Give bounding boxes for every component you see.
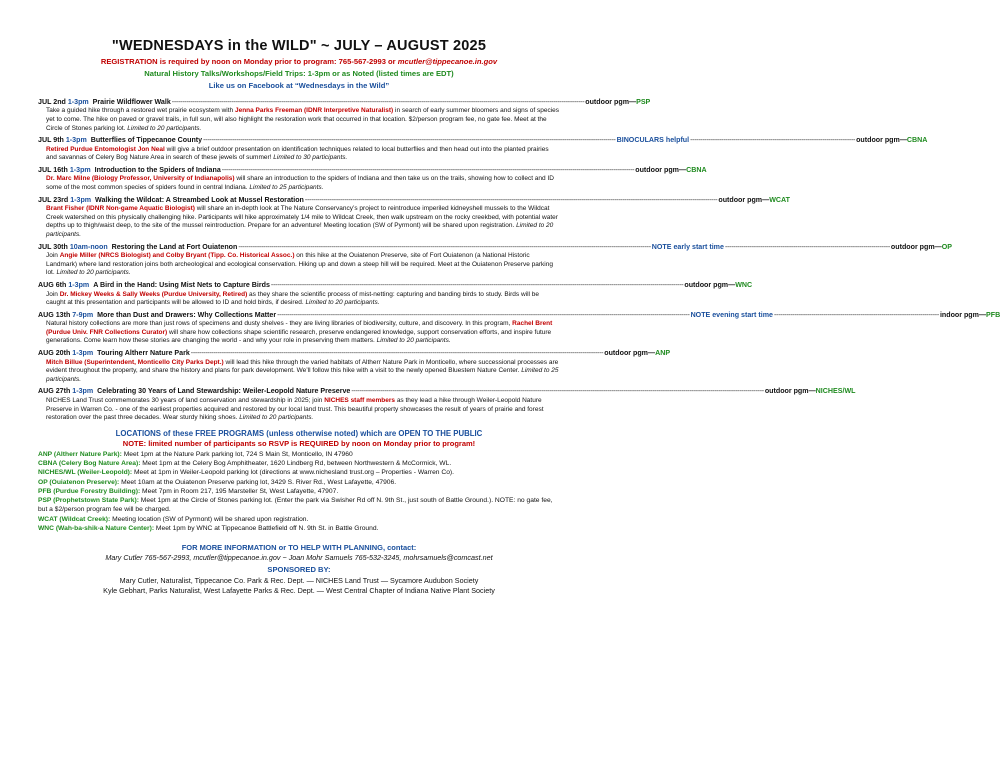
locations-list [38, 450, 560, 533]
events-list [38, 98, 1000, 423]
subtitle: Natural History Talks/Workshops/Field Trips: 1-3pm or as Noted (listed times are EDT) [144, 69, 454, 78]
event-header [38, 242, 952, 252]
sponsors [38, 576, 560, 595]
event-kind: outdoor pgm— [764, 387, 816, 396]
registration-email[interactable]: mcutler@tippecanoe.in.gov [397, 57, 498, 66]
leader-dashes: -------------------------------------------------------------------------------------------------------------------------------------------------------------------------------------------------------- [238, 242, 651, 251]
event-time: 1-3pm [63, 136, 89, 145]
leader-dashes: -------------------------------------------------------------------------------------------------------------------------------------------------------------------------------------------------------- [270, 281, 684, 290]
location-text: Meeting location (SW of Pyrmont) will be shared upon registration. [110, 515, 309, 523]
event-kind: indoor pgm— [939, 310, 987, 319]
event-title: A Bird in the Hand: Using Mist Nets to Capture Birds [91, 281, 270, 290]
event-kind: outdoor pgm— [604, 349, 656, 358]
registration-text: REGISTRATION is required by noon on Monday prior to program: 765-567-2993 or [100, 57, 398, 66]
leader-dashes: -------------------------------------------------------------------------------------------------------------------------------------------------------------------------------------------------------- [304, 195, 718, 204]
event-title: Butterflies of Tippecanoe County [88, 136, 203, 145]
event-header [38, 98, 651, 107]
location-key: WCAT (Wildcat Creek): [38, 515, 111, 523]
event-date: AUG 27th [38, 387, 71, 396]
event-site: ANP [655, 349, 671, 358]
event-body: will share an in-depth look at The Nature Conservancy’s project to reintroduce imperiled kidneyshell mussels to the Wildcat Creek watershed on this physically challenging hike. Participants will hike approximately 1/4 mile to Wildcat Creek, then walk upstream on the rocky creekbed, with potential water depths up to thigh/waist deep, to the site of the mussel reintroduction. Prepare for an adventure! Meeting location (SW of Pyrmont) will be shared upon registration. [46, 205, 558, 230]
event-body: in search of early summer bloomers and signs of species yet to come. The hike on paved or gravel trails, in full sun, will also highlight the restoration work that occurred in that location. $2/person program fee, no gate fee. Meet at the Circle of Stones parking lot. [46, 107, 560, 132]
event-site: NICHES/WL [815, 387, 856, 396]
event-limit: Limited to 20 participants. [305, 299, 380, 307]
location-item [38, 468, 560, 477]
leader-dashes: -------------------------------------------------------------------------------------------------------------------------------------------------------------------------------------------------------- [277, 310, 690, 319]
location-text: Meet 10am at the Ouiatenon Preserve parking lot, 3429 S. River Rd., West Lafayette, 47906. [119, 478, 397, 486]
event-leader: Dr. Mickey Weeks & Sally Weeks (Purdue University, Retired) [59, 290, 248, 298]
event-limit: Limited to 25 participants. [46, 367, 559, 383]
event-leader: NICHES staff members [324, 396, 396, 404]
event-leader: Jenna Parks Freeman (IDNR Interpretive Naturalist) [234, 107, 394, 115]
event-note: BINOCULARS helpful [616, 136, 690, 145]
event-site: PFB [986, 310, 1000, 319]
event-header [38, 349, 671, 358]
event-kind: outdoor pgm— [718, 195, 770, 204]
event-item [38, 387, 856, 422]
event-leader: Mitch Billue (Superintendent, Monticello City Parks Dept.) [46, 358, 224, 366]
leader-dashes: -------------------------------------------------------------------------------- [724, 242, 890, 251]
event-date: AUG 13th [38, 310, 71, 319]
event-time: 10am-noon [67, 242, 110, 251]
event-title: Prairie Wildflower Walk [90, 98, 171, 106]
location-text: Meet 1pm at the Nature Park parking lot, 724 S Main St, Monticello, IN 47960 [121, 450, 353, 458]
event-time: 1-3pm [68, 195, 94, 204]
event-date: JUL 16th [38, 166, 68, 175]
location-item [38, 496, 560, 515]
event-site: PSP [636, 98, 651, 106]
location-key: CBNA (Celery Bog Nature Area): [38, 460, 141, 468]
location-item [38, 515, 560, 524]
event-body-pre: Join [46, 252, 60, 260]
location-item [38, 459, 560, 468]
event-limit: Limited to 20 participants. [46, 222, 554, 239]
event-description [38, 107, 560, 133]
event-kind: outdoor pgm— [684, 281, 736, 290]
event-note: NOTE early start time [651, 242, 724, 251]
event-time: 1-3pm [70, 349, 96, 358]
leader-dashes: -------------------------------------------------------------------------------------------------------------------------------------------------------------------------------------------------------- [203, 136, 616, 145]
event-site: OP [941, 242, 952, 251]
event-title: More than Dust and Drawers: Why Collections Matter [95, 310, 277, 319]
location-text: Meet at 1pm in Weiler-Leopold parking lot (directions at www.nichesland trust.org – Properties - Warren Co). [132, 469, 455, 477]
event-site: CBNA [906, 136, 928, 145]
locations-note: NOTE: limited number of participants so RSVP is REQUIRED by noon on Monday prior to program! [122, 438, 476, 448]
event-description [38, 359, 560, 385]
event-site: WNC [735, 281, 753, 290]
event-body: as they share the scientific process of mist-netting: capturing and banding birds to study. Birds will be caught at this presentation and participants will be allowed to ID and hold birds, if desired. [46, 290, 540, 307]
event-title: Restoring the Land at Fort Ouiatenon [109, 242, 238, 251]
location-key: ANP (Altherr Nature Park): [38, 450, 122, 458]
event-date: AUG 6th [38, 281, 67, 290]
event-description [38, 175, 560, 192]
location-item [38, 487, 560, 496]
location-key: PSP (Prophetstown State Park): [38, 497, 139, 505]
event-title: Celebrating 30 Years of Land Stewardship: Weiler-Leopold Nature Preserve [95, 387, 351, 396]
sponsor-title: SPONSORED BY: [267, 565, 331, 575]
event-body: will give a brief outdoor presentation on identification techniques related to local butterflies and then head out into the planted prairies and savannas of Celery Bog Nature Area in search of these jewels of summer! [46, 145, 549, 162]
event-description [38, 252, 560, 278]
location-text: Meet 1pm at the Circle of Stones parking lot. (Enter the park via Swisher Rd off N. 9th St., just south of Battle Ground.). NOTE: no gate fee, but a $2/person program fee will be charged. [38, 497, 553, 514]
event-description [38, 291, 560, 308]
location-text: Meet 1pm by WNC at Tippecanoe Battlefield off N. 9th St. in Battle Ground. [154, 524, 379, 532]
locations-title: LOCATIONS of these FREE PROGRAMS (unless otherwise noted) which are OPEN TO THE PUBLIC [115, 428, 483, 438]
event-kind: outdoor pgm— [890, 242, 942, 251]
leader-dashes: -------------------------------------------------------------------------------------------------------------------------------------------------------------------------------------------------------- [221, 166, 635, 175]
location-key: WNC (Wah-ba-shik-a Nature Center): [38, 524, 155, 532]
sponsor-line: Kyle Gebhart, Parks Naturalist, West Lafayette Parks & Rec. Dept. — West Central Chapter of Indiana Native Plant Society [103, 585, 495, 595]
location-item [38, 450, 560, 459]
location-text: Meet 7pm in Room 217, 195 Marsteller St, West Lafayette, 47907. [140, 487, 339, 495]
event-title: Introduction to the Spiders of Indiana [92, 166, 221, 175]
event-time: 1-3pm [70, 387, 96, 396]
event-limit: Limited to 20 participants. [56, 269, 131, 277]
event-item [38, 98, 651, 133]
event-header [38, 166, 707, 175]
event-date: AUG 20th [38, 349, 71, 358]
event-item [38, 166, 707, 193]
page-title: "WEDNESDAYS in the WILD" ~ JULY – AUGUST 2025 [111, 38, 487, 54]
event-limit: Limited to 20 participants. [239, 414, 314, 422]
event-item [38, 242, 952, 278]
event-time: 1-3pm [65, 98, 91, 106]
event-title: Touring Altherr Nature Park [95, 349, 190, 358]
event-time: 1-3pm [67, 166, 93, 175]
event-date: JUL 2nd [38, 98, 66, 106]
location-key: PFB (Purdue Forestry Building): [38, 487, 141, 495]
contacts: Mary Cutler 765-567-2993, mcutler@tippecanoe.in.gov ~ Joan Mohr Samuels 765-532-3245, mohrsamuels@comcast.net [105, 553, 493, 563]
event-body: will lead this hike through the varied habitats of Altherr Nature Park in Monticello, where successional processes are evident throughout the property, and share the history and plans for park development. We’ll follow this hike with a visit to the newly opened Bluestem Nature Center. [46, 358, 559, 375]
event-header [38, 281, 753, 290]
event-leader: Retired Purdue Entomologist Jon Neal [46, 145, 165, 153]
event-description [38, 397, 560, 423]
event-limit: Limited to 30 participants. [273, 154, 348, 162]
leader-dashes: -------------------------------------------------------------------------------- [690, 136, 856, 145]
event-title: Walking the Wildcat: A Streambed Look at Mussel Restoration [93, 195, 304, 204]
event-item [38, 349, 671, 384]
event-body: as they lead a hike through Weiler-Leopold Nature Preserve in Warren Co. - one of the earliest properties acquired and restored by our local land trust. This beautiful property showcases the result of years of prairie and forest restoration over the past three decades. Wear sturdy hiking shoes. [46, 396, 544, 422]
event-header [38, 136, 928, 145]
event-limit: Limited to 20 participants. [127, 124, 202, 132]
event-item [38, 310, 1000, 346]
event-body-pre: Natural history collections are more than just rows of specimens and dusty shelves - they are living libraries of biodiversity, culture, and discovery. In this program, [46, 320, 513, 328]
info-title: FOR MORE INFORMATION or TO HELP WITH PLANNING, contact: [181, 543, 417, 553]
event-kind: outdoor pgm— [585, 98, 637, 106]
registration-line [38, 57, 560, 66]
event-kind: outdoor pgm— [635, 166, 687, 175]
event-body-pre: Join [46, 290, 60, 298]
event-limit: Limited to 20 participants. [376, 337, 451, 345]
event-date: JUL 9th [38, 136, 64, 145]
event-description [38, 320, 560, 346]
event-header [38, 387, 856, 396]
event-item [38, 195, 790, 240]
location-item [38, 524, 560, 533]
event-item [38, 136, 928, 163]
leader-dashes: -------------------------------------------------------------------------------------------------------------------------------------------------------------------------------------------------------- [351, 387, 764, 396]
event-leader: Dr. Marc Milne (Biology Professor, University of Indianapolis) [46, 175, 235, 183]
sponsor-line: Mary Cutler, Naturalist, Tippecanoe Co. Park & Rec. Dept. — NICHES Land Trust — Sycamore Audubon Society [119, 576, 479, 586]
leader-dashes: -------------------------------------------------------------------------------- [773, 310, 939, 319]
leader-dashes: -------------------------------------------------------------------------------------------------------------------------------------------------------------------------------------------------------- [171, 98, 585, 106]
event-limit: Limited to 25 participants. [249, 184, 324, 192]
event-leader: Brant Fisher (IDNR Non-game Aquatic Biologist) [46, 205, 195, 213]
event-body: will share how collections shape scientific research, preserve endangered knowledge, support conservation efforts, and inspire future generations. Come learn how these stories are changing the world - and why your role in preserving them matters. [46, 328, 552, 345]
event-body: will share an introduction to the spiders of Indiana and then take us on the trails, showing how to collect and ID some of the most common species of spiders found in central Indiana. [46, 175, 554, 192]
event-leader: Rachel Brent (Purdue Univ. FNR Collections Curator) [46, 320, 553, 336]
event-body-pre: NICHES Land Trust commemorates 30 years of land conservation and stewardship in 2025; join [46, 396, 325, 404]
event-note: NOTE evening start time [690, 310, 773, 319]
event-time: 1-3pm [66, 281, 92, 290]
event-header [38, 310, 1000, 320]
event-description [38, 146, 560, 163]
event-site: WCAT [769, 195, 790, 204]
event-time: 7-9pm [70, 310, 96, 319]
event-body: on this hike at the Ouiatenon Preserve, site of Fort Ouiatenon (a National Historic Landmark) where land restoration joins both archeological and ecological conservation. Hiking up and down a steep hill will be required. Meet at the Ouiatenon Preserve parking lot. [46, 252, 553, 277]
event-item [38, 281, 753, 308]
location-key: OP (Ouiatenon Preserve): [38, 478, 120, 486]
event-body-pre: Take a guided hike through a restored wet prairie ecosystem with [46, 107, 235, 115]
event-description [38, 205, 560, 240]
event-kind: outdoor pgm— [856, 136, 907, 145]
event-date: JUL 30th [38, 242, 68, 251]
event-date: JUL 23rd [38, 195, 69, 204]
event-header [38, 195, 790, 205]
event-site: CBNA [686, 166, 707, 175]
location-item [38, 478, 560, 487]
leader-dashes: -------------------------------------------------------------------------------------------------------------------------------------------------------------------------------------------------------- [190, 349, 604, 358]
facebook-line: Like us on Facebook at “Wednesdays in the Wild” [208, 81, 390, 90]
location-text: Meet 1pm at the Celery Bog Amphitheater, 1620 Lindberg Rd, between Northwestern & McCormick, WL. [140, 460, 452, 468]
location-key: NICHES/WL (Weiler-Leopold): [38, 469, 133, 477]
event-leader: Angie Miller (NRCS Biologist) and Colby Bryant (Tipp. Co. Historical Assoc.) [59, 252, 295, 260]
